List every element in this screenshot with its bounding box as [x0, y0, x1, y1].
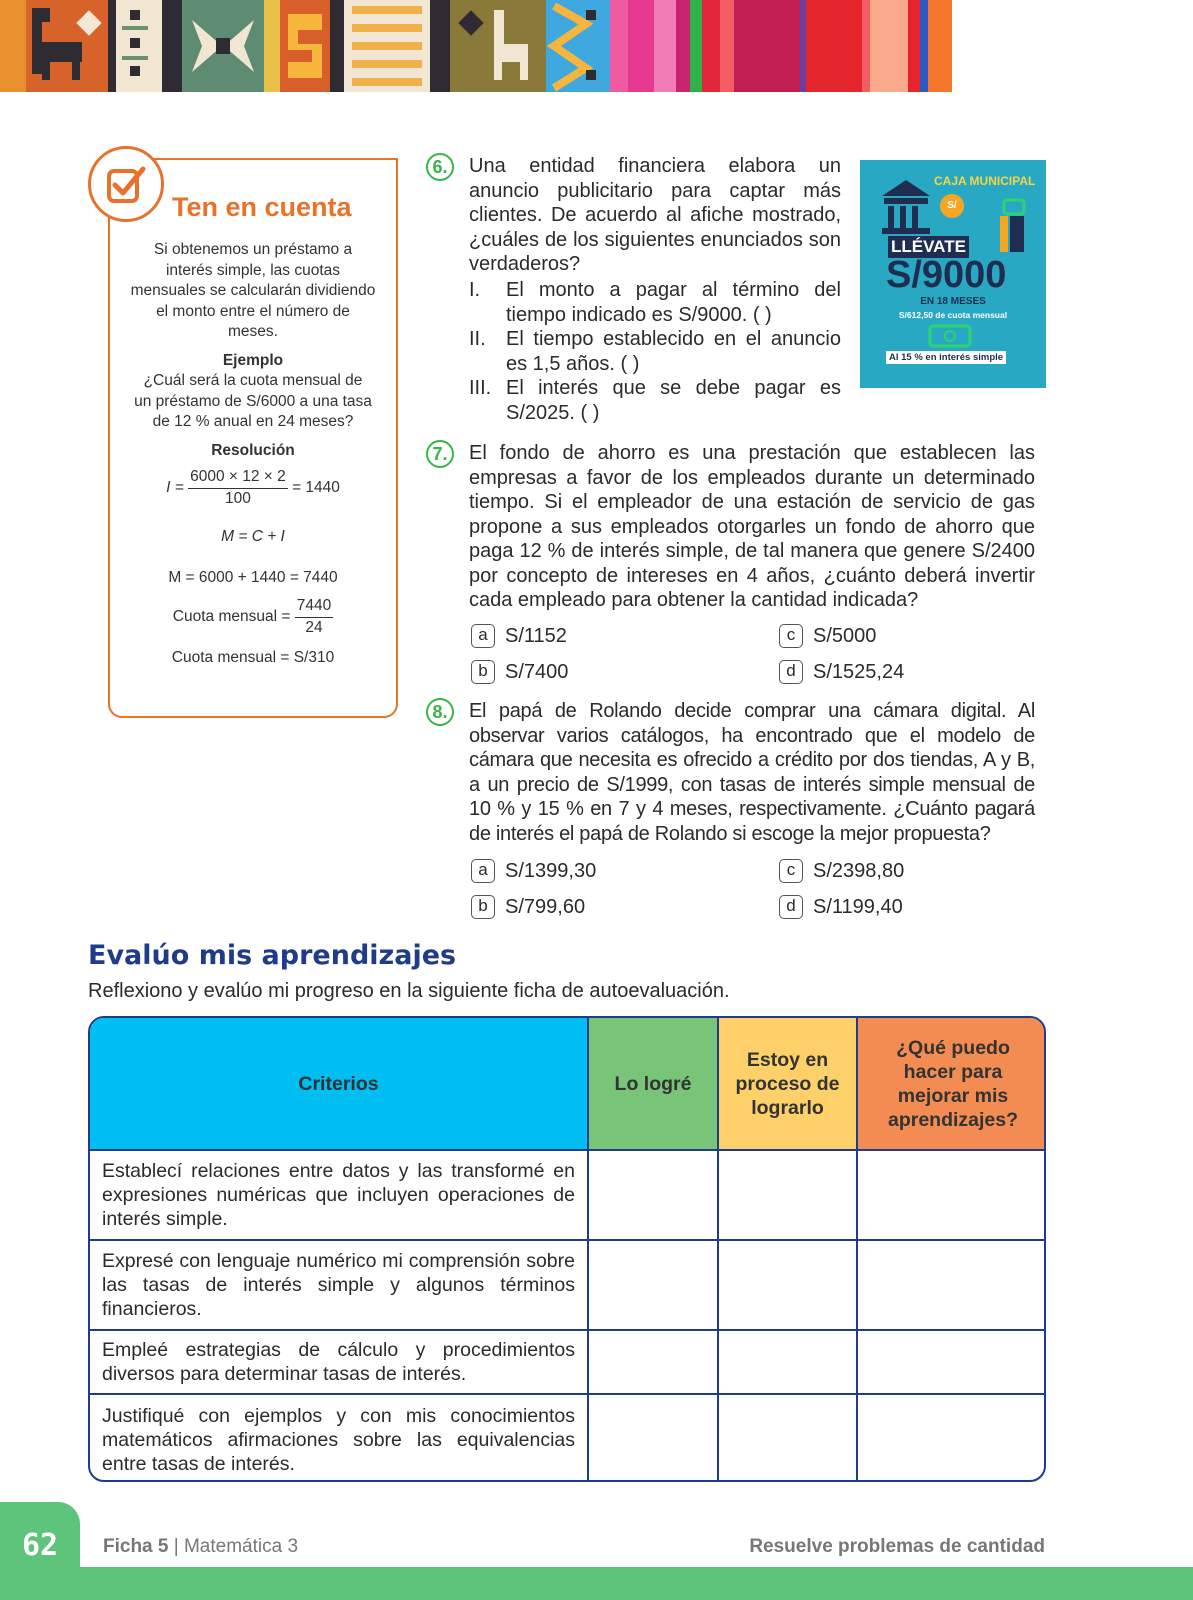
question-7-text: El fondo de ahorro es una prestación que establecen las empresas a favor de los empleados durante un determinado tiempo. Si el empleador de una estación de servicio de gas propone a sus empleados otorgarles un fondo de ahorro que paga 12 % de interés simple, de tal manera que genere S/2400 por concepto de intereses en 4 años, ¿cuánto deberá invertir cada empleado para obtener la cantidad indicada? [469, 442, 1035, 611]
tip-content [118, 240, 388, 669]
statement-item [469, 278, 841, 327]
header-criteria: Criterios [90, 1018, 588, 1150]
banner-stripe [702, 0, 720, 92]
page-number: 62 [21, 1528, 59, 1563]
criterion-text: Empleé estrategias de cálculo y procedimientos diversos para determinar tasas de interés. [90, 1330, 588, 1394]
example-title: Ejemplo [222, 351, 284, 369]
footer-ficha: Ficha 5 [103, 1536, 169, 1557]
statement-roman: I. [469, 279, 481, 301]
formula-interest-fraction [188, 467, 288, 509]
banner-llama-pattern [450, 0, 546, 92]
q7-option-b[interactable] [471, 660, 568, 684]
banner-stripe [920, 0, 928, 92]
q7-option-d[interactable] [779, 660, 904, 684]
banner-stripe [330, 0, 344, 92]
improve-cell[interactable] [857, 1150, 1046, 1240]
achieved-cell[interactable] [588, 1240, 718, 1330]
criterion-text: Justifiqué con ejemplos y con mis conocimientos matemáticos afirmaciones sobre las equivalencias entre tasas de interés. [90, 1394, 588, 1482]
q8-option-a[interactable] [471, 859, 596, 883]
banner-step-pattern [182, 0, 264, 92]
poster-rate: Al 15 % en interés simple [886, 351, 1006, 364]
in-progress-cell[interactable] [718, 1240, 857, 1330]
banner-stripe [862, 0, 870, 92]
decorative-textile-banner [0, 0, 1193, 92]
formula-amount-calc: M = 6000 + 1440 = 7440 [168, 568, 338, 586]
formula-interest-result: = 1440 [292, 479, 340, 497]
option-letter: d [779, 895, 803, 919]
poster-bank: CAJA MUNICIPAL [934, 174, 1036, 188]
improve-cell[interactable] [857, 1240, 1046, 1330]
q7-option-a[interactable] [471, 624, 567, 648]
formula-quota [118, 596, 388, 638]
resolution-title: Resolución [211, 441, 295, 459]
achieved-cell[interactable] [588, 1394, 718, 1482]
option-value: S/1399,30 [505, 859, 597, 882]
banner-dots-pattern [108, 0, 162, 92]
banner-stripe [430, 0, 450, 92]
option-value: S/799,60 [505, 895, 586, 918]
formula-quota-lhs: Cuota mensual = [172, 608, 291, 626]
banner-ladder-pattern [344, 0, 430, 92]
fraction-numerator: 6000 × 12 × 2 [188, 467, 288, 489]
option-value: S/1152 [505, 624, 567, 647]
criterion-text: Expresé con lenguaje numérico mi comprensión sobre las tasas de interés simple y algunos términos financieros. [90, 1240, 588, 1330]
table-row [90, 1240, 1046, 1330]
banner-stripe [628, 0, 654, 92]
formula-amount: M = C + I [221, 528, 285, 545]
evaluation-subtitle: Reflexiono y evalúo mi progreso en la siguiente ficha de autoevaluación. [88, 980, 730, 1002]
banner-stripe [734, 0, 800, 92]
question-6-number: 6. [426, 153, 454, 181]
banner-stripe [676, 0, 690, 92]
header-improve: ¿Qué puedo hacer para mejorar mis aprendizajes? [857, 1018, 1046, 1150]
q8-option-c[interactable] [779, 859, 904, 883]
tip-intro: Si obtenemos un préstamo a interés simple, las cuotas mensuales se calcularán dividiendo el monto entre el número de meses. [130, 241, 376, 340]
banner-stripe [928, 0, 952, 92]
question-6-items [469, 278, 841, 425]
table-header-row [90, 1018, 1046, 1150]
q8-option-b[interactable] [471, 895, 585, 919]
statement-roman: III. [469, 377, 492, 399]
fraction-denominator: 24 [305, 618, 323, 636]
footer-competency: Resuelve problemas de cantidad [749, 1536, 1045, 1557]
banner-stripe [690, 0, 702, 92]
option-letter: b [471, 895, 495, 919]
header-in-progress: Estoy en proceso de lograrlo [718, 1018, 857, 1150]
banner-stripe [0, 0, 26, 92]
statement-text: El tiempo establecido en el anuncio es 1,5 años. ( ) [506, 328, 841, 375]
table-row [90, 1150, 1046, 1240]
question-7-number: 7. [426, 440, 454, 468]
option-value: S/1199,40 [813, 895, 903, 918]
option-letter: c [779, 859, 803, 883]
poster-coin: S/ [947, 200, 957, 211]
poster-months: EN 18 MESES [920, 296, 986, 307]
footer-left [103, 1536, 298, 1558]
poster-quota: S/612,50 de cuota mensual [898, 310, 1008, 320]
formula-interest-lhs: I = [166, 479, 184, 497]
table-row [90, 1394, 1046, 1482]
poster-amount: S/9000 [886, 254, 1007, 296]
banner-s-pattern [280, 0, 330, 92]
question-6-text: Una entidad financiera elabora un anuncio publicitario para captar más clientes. De acuerdo al afiche mostrado, ¿cuáles de los siguientes enunciados son verdaderos? [469, 155, 841, 275]
option-letter: d [779, 660, 803, 684]
criterion-text: Establecí relaciones entre datos y las transformé en expresiones numéricas que incluyen operaciones de interés simple. [90, 1150, 588, 1240]
improve-cell[interactable] [857, 1330, 1046, 1394]
evaluation-title: Evalúo mis aprendizajes [88, 940, 457, 971]
poster-take: LLÉVATE [888, 236, 969, 258]
banner-stripe [654, 0, 676, 92]
option-letter: b [471, 660, 495, 684]
banner-stripe [264, 0, 280, 92]
formula-interest [118, 467, 388, 509]
option-value: S/7400 [505, 660, 569, 683]
statement-item [469, 376, 841, 425]
achieved-cell[interactable] [588, 1330, 718, 1394]
formula-quota-fraction [295, 596, 333, 638]
fraction-numerator: 7440 [295, 596, 333, 618]
banner-stripe [870, 0, 908, 92]
option-value: S/5000 [813, 624, 877, 647]
statement-roman: II. [469, 328, 486, 350]
header-achieved: Lo logré [588, 1018, 718, 1150]
banner-stripe [806, 0, 862, 92]
q8-option-d[interactable] [779, 895, 903, 919]
in-progress-cell[interactable] [718, 1150, 857, 1240]
option-value: S/2398,80 [813, 859, 905, 882]
banner-stripe [720, 0, 734, 92]
banner-stripe [908, 0, 920, 92]
statement-text: El interés que se debe pagar es S/2025. ( ) [506, 377, 841, 424]
banner-llama-pattern [26, 0, 108, 92]
question-8-text: El papá de Rolando decide comprar una cámara digital. Al observar varios catálogos, ha encontrado que el modelo de cámara que necesita es ofrecido a crédito por dos tiendas, A y B, a un precio de S/1999, con tasas de interés simple mensual de 10 % y 15 % en 7 y 4 meses, respectivamente. ¿Cuánto pagará de interés el papá de Rolando si escoge la mejor propuesta? [469, 700, 1035, 845]
footer-subject: Matemática 3 [183, 1536, 299, 1557]
formula-quota-result: Cuota mensual = S/310 [171, 649, 335, 666]
q7-option-c[interactable] [779, 624, 876, 648]
tip-title: Ten en cuenta [168, 192, 356, 223]
fraction-denominator: 100 [224, 489, 251, 507]
checklist-icon [88, 146, 164, 222]
banner-stripe [162, 0, 182, 92]
option-letter: a [471, 859, 495, 883]
loan-ad-poster [860, 160, 1046, 388]
statement-text: El monto a pagar al término del tiempo indicado es S/9000. ( ) [506, 279, 841, 326]
footer-separator: | [173, 1536, 179, 1557]
in-progress-cell[interactable] [718, 1330, 857, 1394]
option-letter: c [779, 624, 803, 648]
banner-stripe [610, 0, 628, 92]
statement-item [469, 327, 841, 376]
in-progress-cell[interactable] [718, 1394, 857, 1482]
banner-zigzag-pattern [546, 0, 610, 92]
achieved-cell[interactable] [588, 1150, 718, 1240]
example-question: ¿Cuál será la cuota mensual de un préstamo de S/6000 a una tasa de 12 % anual en 24 meses? [134, 372, 372, 430]
footer-bar [0, 1567, 1193, 1600]
self-evaluation-table [88, 1016, 1046, 1482]
question-8-number: 8. [426, 698, 454, 726]
option-value: S/1525,24 [813, 660, 905, 683]
improve-cell[interactable] [857, 1394, 1046, 1482]
table-row [90, 1330, 1046, 1394]
option-letter: a [471, 624, 495, 648]
